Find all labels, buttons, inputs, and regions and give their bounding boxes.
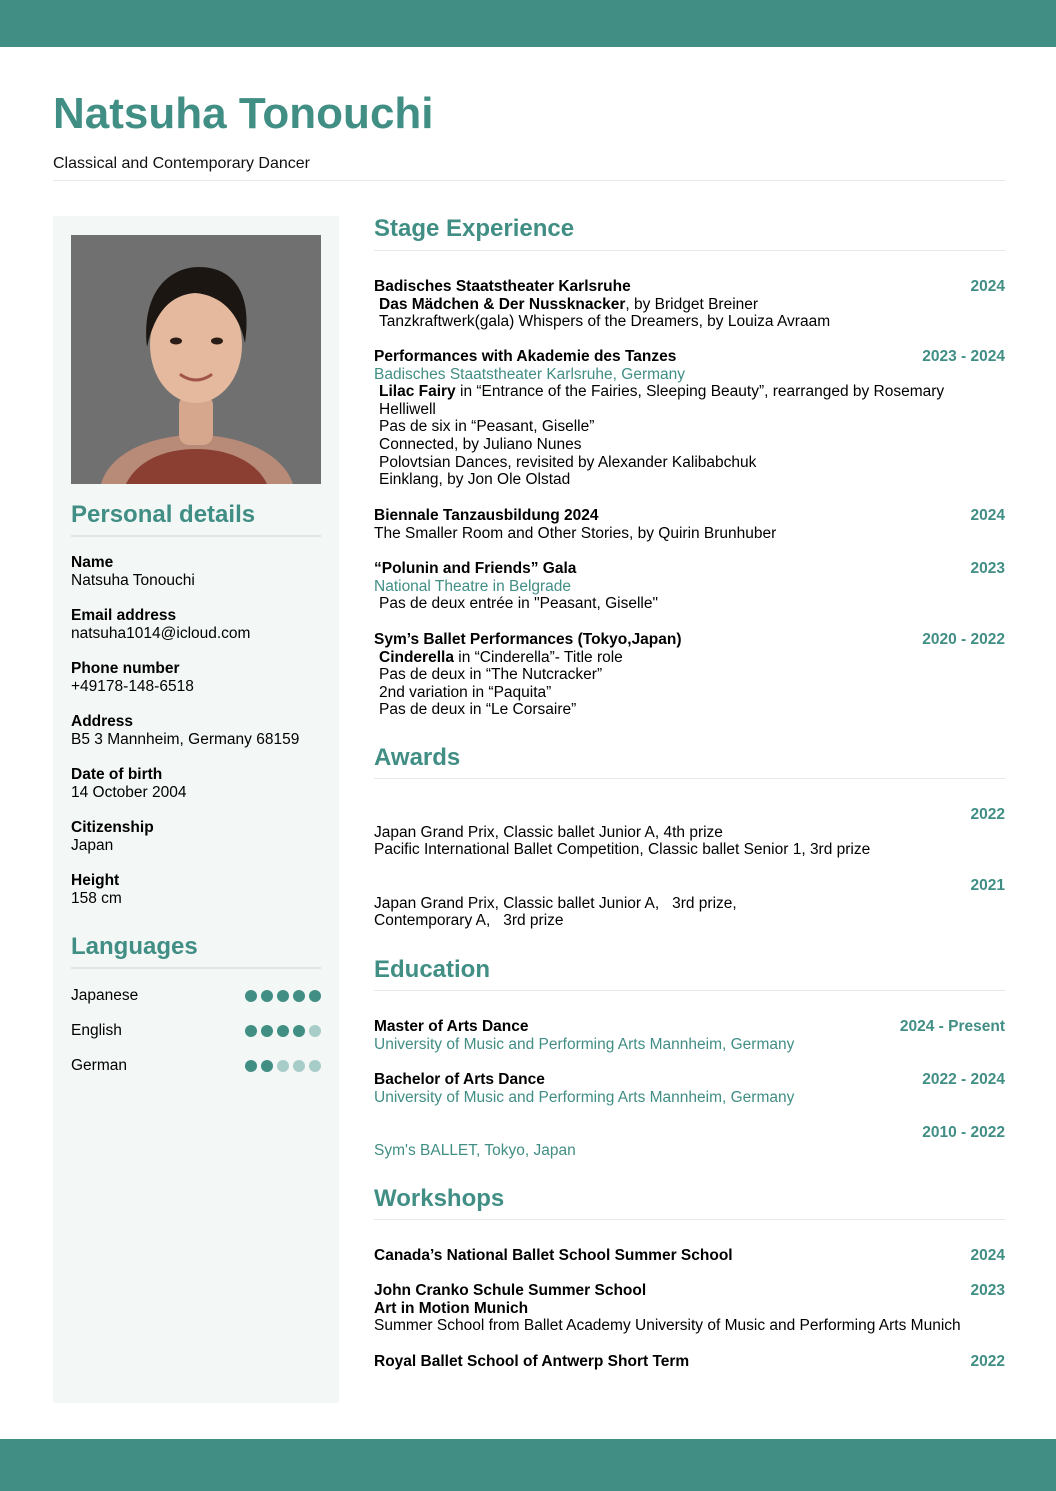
entry-line: Connected, by Juliano Nunes	[379, 435, 582, 453]
entry-institution: Sym's BALLET, Tokyo, Japan	[374, 1141, 576, 1159]
awards-divider	[374, 778, 1005, 779]
role-detail: , by Bridget Breiner	[625, 295, 759, 313]
role-name: Cinderella	[379, 648, 454, 666]
entry-line	[374, 296, 1005, 314]
level-dot-filled	[309, 990, 321, 1002]
language-level-dots	[245, 1060, 321, 1072]
language-name: English	[71, 1022, 122, 1039]
entry-title: John Cranko Schule Summer School	[374, 1282, 647, 1299]
education-divider	[374, 990, 1005, 991]
candidate-name: Natsuha Tonouchi	[53, 89, 434, 138]
personal-name-value: Natsuha Tonouchi	[71, 572, 195, 589]
personal-birthdate-label: Date of birth	[71, 766, 163, 783]
award-line: Pacific International Ballet Competition, Classic ballet Senior 1, 3rd prize	[374, 841, 871, 859]
personal-details-title: Personal details	[71, 501, 256, 528]
entry-line: Summer School from Ballet Academy University of Music and Performing Arts Munich	[374, 1317, 961, 1335]
bottom-band	[0, 1439, 1056, 1491]
personal-citizenship	[71, 819, 321, 855]
personal-email-label: Email address	[71, 607, 177, 624]
entry-spacer	[374, 1124, 1005, 1142]
entry-date: 2022	[970, 806, 1005, 823]
entry-date: 2024	[970, 1247, 1005, 1264]
entry-subtitle: Art in Motion Munich	[374, 1299, 529, 1317]
personal-email	[71, 607, 321, 643]
personal-birthdate-value: 14 October 2004	[71, 784, 187, 801]
entry-line: Einklang, by Jon Ole Olstad	[379, 471, 571, 489]
entry-date: 2023	[970, 1282, 1005, 1299]
personal-birthdate	[71, 766, 321, 802]
language-row	[71, 1021, 321, 1041]
profile-photo	[71, 235, 321, 484]
level-dot-empty	[309, 1025, 321, 1037]
entry-title: Royal Ballet School of Antwerp Short Term	[374, 1353, 690, 1370]
entry-line: Pas de deux in “Le Corsaire”	[379, 701, 577, 719]
stage-entry	[374, 278, 1005, 331]
language-name: German	[71, 1057, 127, 1074]
level-dot-empty	[293, 1060, 305, 1072]
header-divider	[53, 180, 1005, 181]
entry-title: Performances with Akademie des Tanzes	[374, 348, 677, 365]
entry-date: 2023	[970, 560, 1005, 577]
entry-spacer	[374, 877, 1005, 895]
entry-date: 2022	[970, 1353, 1005, 1370]
stage-experience-title: Stage Experience	[374, 215, 575, 242]
language-row	[71, 986, 321, 1006]
education-entry	[374, 1018, 1005, 1053]
award-entry	[374, 806, 1005, 859]
level-dot-empty	[277, 1060, 289, 1072]
entry-line: The Smaller Room and Other Stories, by Quirin Brunhuber	[374, 524, 777, 542]
personal-height-value: 158 cm	[71, 890, 122, 907]
level-dot-filled	[245, 990, 257, 1002]
level-dot-filled	[245, 1060, 257, 1072]
personal-address-label: Address	[71, 713, 134, 730]
entry-title: Biennale Tanzausbildung 2024	[374, 507, 599, 524]
level-dot-empty	[309, 1060, 321, 1072]
entry-title: “Polunin and Friends” Gala	[374, 560, 577, 577]
personal-height-label: Height	[71, 872, 120, 889]
education-entry	[374, 1071, 1005, 1106]
level-dot-filled	[293, 990, 305, 1002]
entry-title: Master of Arts Dance	[374, 1018, 529, 1035]
personal-address-value: B5 3 Mannheim, Germany 68159	[71, 731, 300, 748]
role-name: Lilac Fairy	[379, 383, 456, 401]
personal-address	[71, 713, 321, 749]
stage-entry	[374, 631, 1005, 719]
language-name: Japanese	[71, 987, 139, 1004]
personal-email-value: natsuha1014@icloud.com	[71, 625, 251, 642]
entry-line	[374, 649, 1005, 667]
entry-date: 2024 - Present	[899, 1018, 1005, 1035]
language-row	[71, 1056, 321, 1076]
language-level-dots	[245, 1025, 321, 1037]
entry-title: Canada’s National Ballet School Summer School	[374, 1247, 733, 1264]
stage-entry	[374, 348, 1005, 489]
candidate-subtitle: Classical and Contemporary Dancer	[53, 155, 310, 172]
entry-line	[374, 383, 1005, 418]
award-line: Contemporary A, 3rd prize	[374, 912, 564, 930]
level-dot-filled	[277, 1025, 289, 1037]
personal-phone-value: +49178-148-6518	[71, 678, 194, 695]
entry-line: Pas de deux entrée in "Peasant, Giselle"	[379, 595, 658, 613]
award-entry	[374, 877, 1005, 930]
entry-line: Polovtsian Dances, revisited by Alexander Kalibabchuk	[379, 453, 757, 471]
level-dot-filled	[261, 1025, 273, 1037]
level-dot-filled	[277, 990, 289, 1002]
level-dot-filled	[293, 1025, 305, 1037]
personal-citizenship-value: Japan	[71, 837, 114, 854]
entry-venue: National Theatre in Belgrade	[374, 577, 572, 595]
workshop-entry	[374, 1353, 1005, 1371]
education-entry	[374, 1124, 1005, 1159]
entry-institution: University of Music and Performing Arts Mannheim, Germany	[374, 1088, 795, 1106]
stage-entry	[374, 507, 1005, 542]
personal-citizenship-label: Citizenship	[71, 819, 154, 836]
workshops-title: Workshops	[374, 1185, 505, 1212]
personal-name-label: Name	[71, 554, 114, 571]
entry-line: Tanzkraftwerk(gala) Whispers of the Dreamers, by Louiza Avraam	[379, 313, 831, 331]
personal-details-divider	[71, 535, 321, 537]
entry-date: 2021	[970, 877, 1005, 894]
entry-date: 2022 - 2024	[922, 1071, 1005, 1088]
personal-phone-label: Phone number	[71, 660, 180, 677]
level-dot-filled	[261, 990, 273, 1002]
role-name: Das Mädchen & Der Nussknacker	[379, 295, 626, 313]
stage-entry	[374, 560, 1005, 613]
education-title: Education	[374, 956, 491, 983]
workshop-entry	[374, 1247, 1005, 1265]
awards-title: Awards	[374, 744, 461, 771]
award-line: Japan Grand Prix, Classic ballet Junior A, 3rd prize,	[374, 894, 737, 912]
entry-institution: University of Music and Performing Arts Mannheim, Germany	[374, 1035, 795, 1053]
personal-phone	[71, 660, 321, 696]
level-dot-filled	[261, 1060, 273, 1072]
entry-date: 2023 - 2024	[922, 348, 1005, 365]
entry-title: Bachelor of Arts Dance	[374, 1071, 545, 1088]
workshop-entry	[374, 1282, 1005, 1335]
award-line: Japan Grand Prix, Classic ballet Junior A, 4th prize	[374, 823, 723, 841]
entry-date: 2010 - 2022	[922, 1124, 1005, 1141]
top-band	[0, 0, 1056, 47]
portrait-illustration	[71, 235, 321, 484]
personal-height	[71, 872, 321, 908]
languages-divider	[71, 967, 321, 969]
languages-title: Languages	[71, 933, 198, 960]
entry-line: Pas de six in “Peasant, Giselle”	[379, 418, 595, 436]
entry-date: 2024	[970, 507, 1005, 524]
stage-experience-divider	[374, 250, 1005, 251]
role-detail: in “Entrance of the Fairies, Sleeping Beauty”, rearranged by Rosemary Helliwell	[379, 383, 945, 418]
entry-line: Pas de deux in “The Nutcracker”	[379, 666, 603, 684]
language-level-dots	[245, 990, 321, 1002]
entry-title: Sym’s Ballet Performances (Tokyo,Japan)	[374, 631, 682, 648]
entry-line: 2nd variation in “Paquita”	[379, 683, 552, 701]
entry-venue: Badisches Staatstheater Karlsruhe, Germany	[374, 365, 686, 383]
entry-date: 2020 - 2022	[922, 631, 1005, 648]
level-dot-filled	[245, 1025, 257, 1037]
entry-title: Badisches Staatstheater Karlsruhe	[374, 278, 631, 295]
workshops-divider	[374, 1219, 1005, 1220]
personal-name	[71, 554, 321, 590]
entry-spacer	[374, 806, 1005, 824]
role-detail: in “Cinderella”- Title role	[453, 648, 623, 666]
entry-date: 2024	[970, 278, 1005, 295]
